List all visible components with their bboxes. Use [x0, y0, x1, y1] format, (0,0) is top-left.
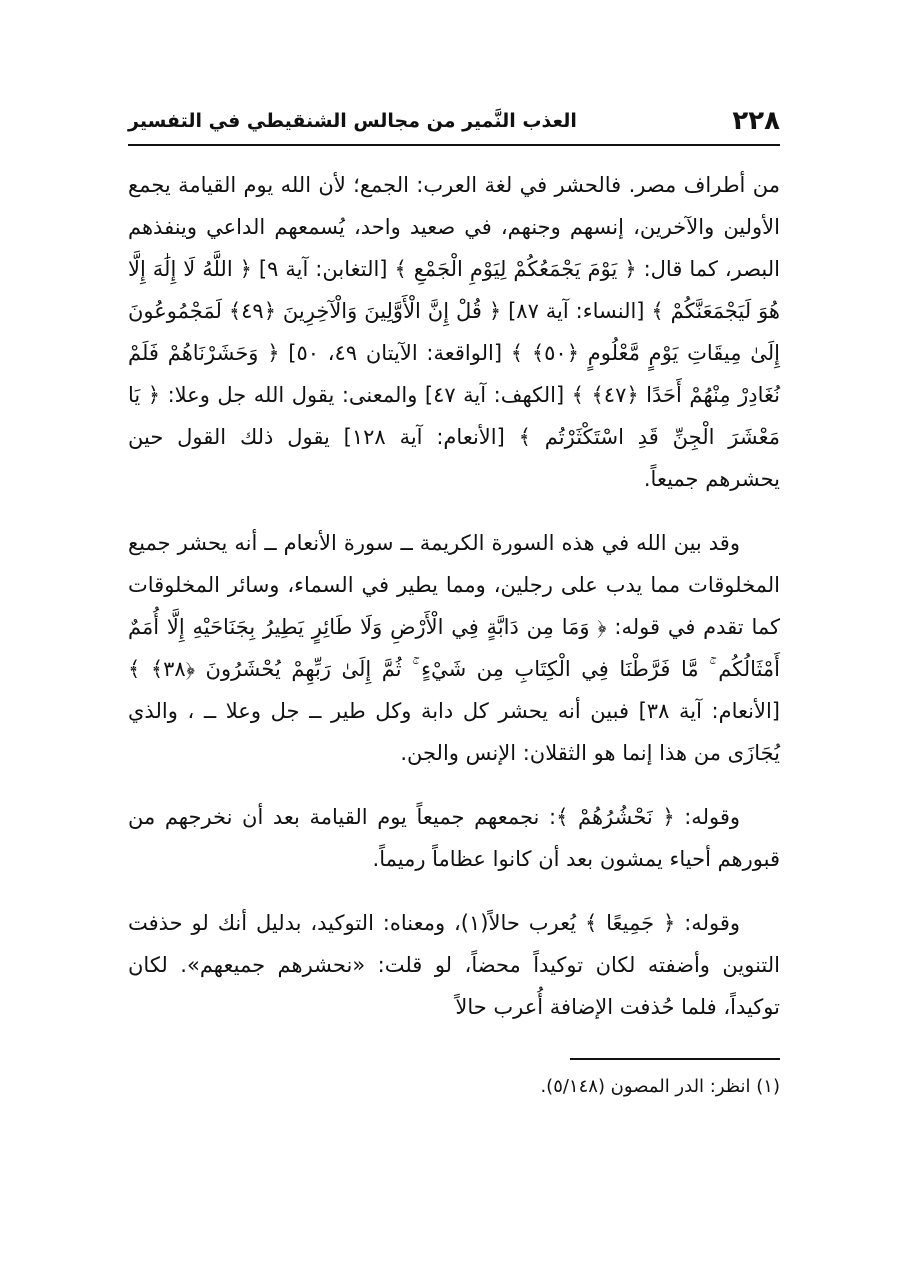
page-number: ٢٢٨ — [732, 106, 780, 136]
paragraph-2: وقد بين الله في هذه السورة الكريمة ــ سورة الأنعام ــ أنه يحشر جميع المخلوقات مما يدب على رجلين، ومما يطير في السماء، وسائر المخلوقات كما تقدم في قوله: ﴿ وَمَا مِن دَابَّةٍ فِي الْأَرْضِ وَلَا طَائِرٍ يَطِيرُ بِجَنَاحَيْهِ إِلَّا أُمَمٌ أَمْثَالُكُم ۚ مَّا فَرَّطْنَا فِي الْكِتَابِ مِن شَيْءٍ ۚ ثُمَّ إِلَىٰ رَبِّهِمْ يُحْشَرُونَ ﴿٣٨﴾ ﴾ [الأنعام: آية ٣٨] فبين أنه يحشر كل دابة وكل طير ــ جل وعلا ــ ، والذي يُجَازَى من هذا إنما هو الثقلان: الإنس والجن. — [128, 531, 780, 765]
footnote-divider — [570, 1058, 780, 1060]
paragraph-4: وقوله: ﴿ جَمِيعًا ﴾ يُعرب حالاً(١)، ومعناه: التوكيد، بدليل أنك لو حذفت التنوين وأضفته لكان توكيداً محضاً، لو قلت: «نحشرهم جميعهم». لكان توكيداً، فلما حُذفت الإضافة أُعرب حالاً — [128, 911, 780, 1019]
body-text — [128, 164, 780, 1028]
running-title: العذب النَّمير من مجالس الشنقيطي في التفسير — [128, 110, 577, 132]
page-header — [128, 100, 780, 146]
paragraph-1: من أطراف مصر. فالحشر في لغة العرب: الجمع؛ لأن الله يوم القيامة يجمع الأولين والآخرين، إنسهم وجنهم، في صعيد واحد، يُسمعهم الداعي وينفذهم البصر، كما قال: ﴿ يَوْمَ يَجْمَعُكُمْ لِيَوْمِ الْجَمْعِ ﴾ [التغابن: آية ٩] ﴿ اللَّهُ لَا إِلَٰهَ إِلَّا هُوَ لَيَجْمَعَنَّكُمْ ﴾ [النساء: آية ٨٧] ﴿ قُلْ إِنَّ الْأَوَّلِينَ وَالْآخِرِينَ ﴿٤٩﴾ لَمَجْمُوعُونَ إِلَىٰ مِيقَاتِ يَوْمٍ مَّعْلُومٍ ﴿٥٠﴾ ﴾ [الواقعة: الآيتان ٤٩، ٥٠] ﴿ وَحَشَرْنَاهُمْ فَلَمْ نُغَادِرْ مِنْهُمْ أَحَدًا ﴿٤٧﴾ ﴾ [الكهف: آية ٤٧] والمعنى: يقول الله جل وعلا: ﴿ يَا مَعْشَرَ الْجِنِّ قَدِ اسْتَكْثَرْتُم ﴾ [الأنعام: آية ١٢٨] يقول ذلك القول حين يحشرهم جميعاً. — [128, 173, 780, 491]
book-page — [128, 100, 780, 1220]
paragraph-3: وقوله: ﴿ نَحْشُرُهُمْ ﴾: نجمعهم جميعاً يوم القيامة بعد أن نخرجهم من قبورهم أحياء يمشون بعد أن كانوا عظاماً رميماً. — [128, 805, 780, 871]
footnote: (١) انظر: الدر المصون (٥/١٤٨). — [540, 1076, 780, 1097]
